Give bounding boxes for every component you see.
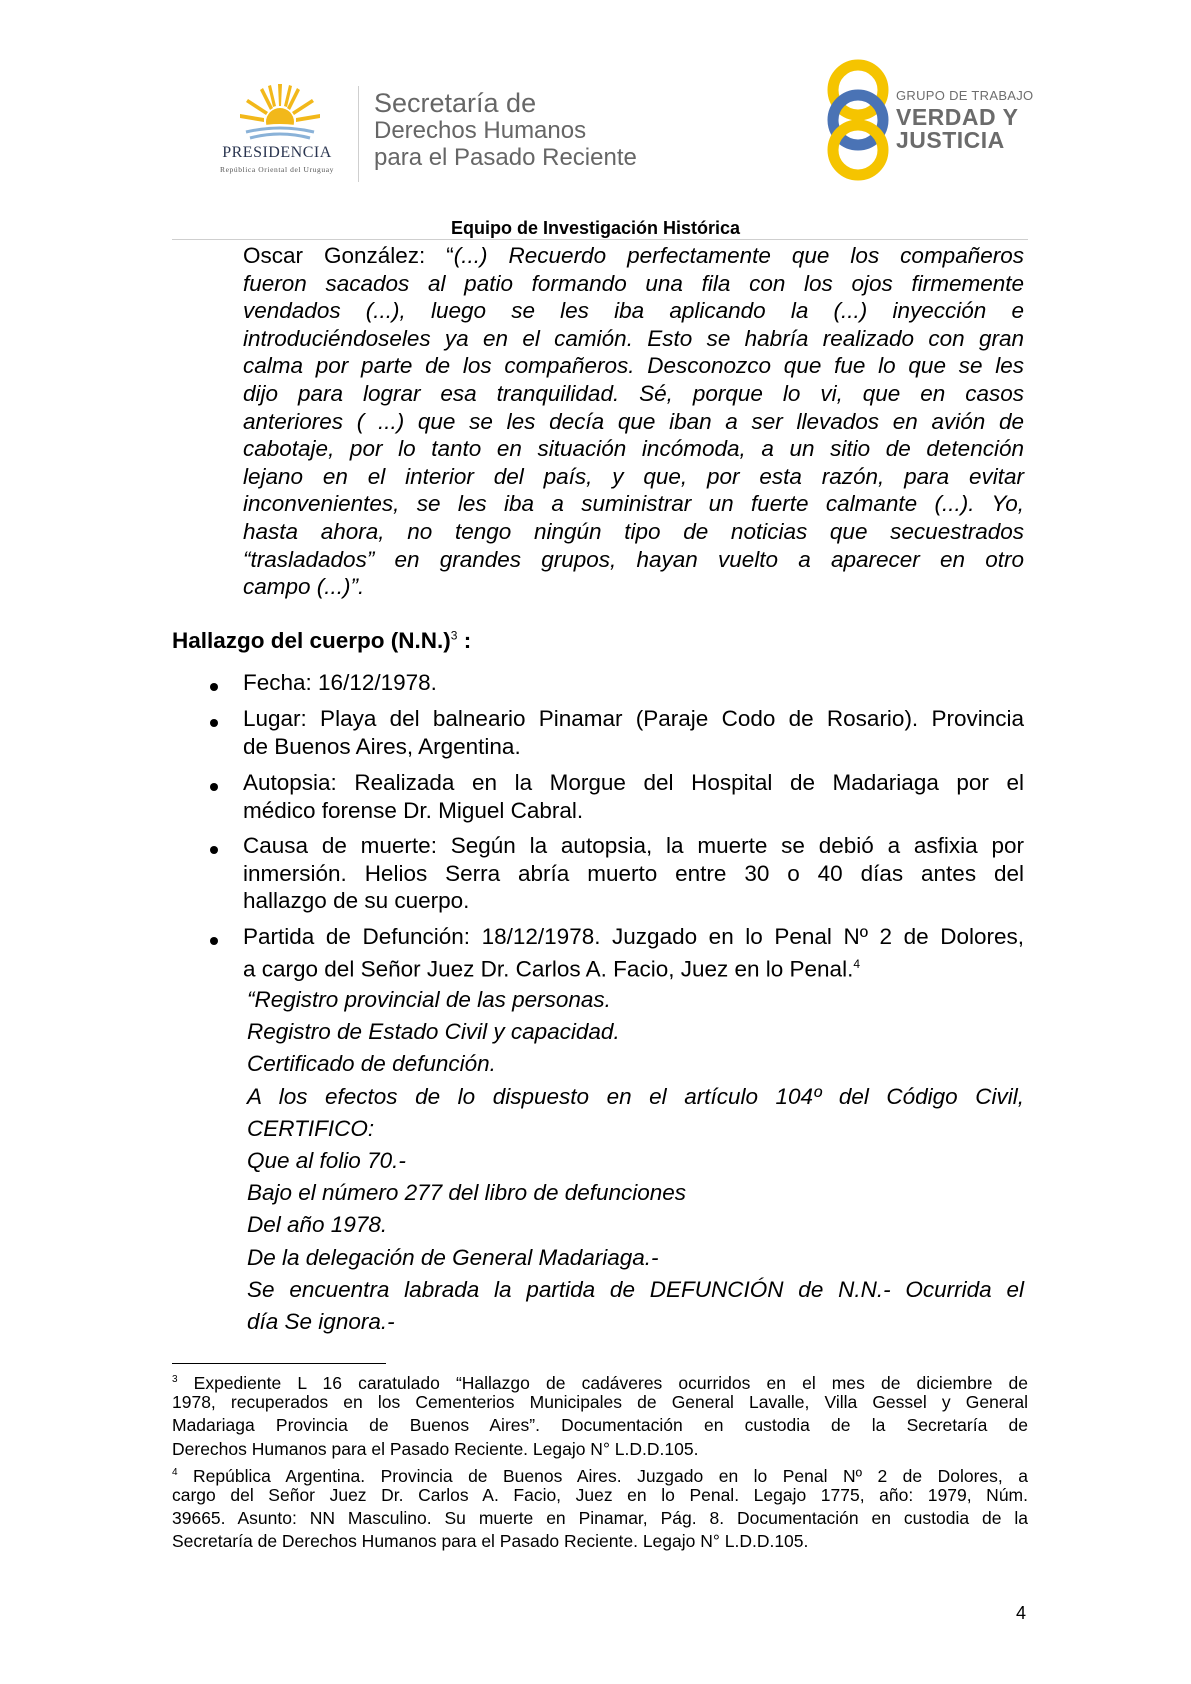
bullet-dot (210, 937, 218, 945)
presidencia-logo (196, 82, 358, 182)
bullet-lugar (243, 705, 1024, 760)
secretaria-line-2: Derechos Humanos (374, 117, 587, 144)
bullet-partida (243, 923, 1024, 982)
footnote-3-line: Derechos Humanos para el Pasado Reciente. Legajo N° L.D.D.105. (172, 1438, 699, 1459)
quote-line: introduciéndoseles ya en el camión. Esto se habría realizado con gran (243, 325, 1024, 351)
team-title: Equipo de Investigación Histórica (450, 218, 741, 238)
cert-line: Bajo el número 277 del libro de defunciones (247, 1180, 687, 1206)
bullet-line: médico forense Dr. Miguel Cabral. (243, 797, 584, 823)
quote-line: cabotaje, por lo tanto en situación incómoda, a un sitio de detención (243, 436, 1024, 462)
quote-line: hasta ahora, no tengo ningún tipo de noticias que secuestrados (243, 518, 1024, 544)
secretaria-logo-text (374, 90, 637, 171)
bullet-dot (210, 783, 218, 791)
quote-line: campo (...)”. (243, 574, 365, 600)
footnote-3-line (172, 1368, 1028, 1391)
footnotes (172, 1368, 1028, 1554)
quote-line: inconvenientes, se les iba a suministrar un fuerte calmante (...). Yo, (243, 491, 1024, 517)
bullet-autopsia (243, 769, 1024, 824)
verdad-label: VERDAD Y (896, 104, 1019, 130)
bullet-line: de Buenos Aires, Argentina. (243, 733, 521, 759)
bullet-dot (210, 683, 218, 691)
bullet-line: Lugar: Playa del balneario Pinamar (Paraje Codo de Rosario). Provincia (243, 706, 1024, 731)
justicia-label: JUSTICIA (896, 127, 1005, 153)
testimony-quote (243, 242, 1024, 601)
cert-line: Que al folio 70.- (247, 1147, 406, 1173)
cert-line: Se encuentra labrada la partida de DEFUNCIÓN de N.N.- Ocurrida el (247, 1276, 1024, 1302)
quote-text: (...) Recuerdo perfectamente que los compañeros (453, 243, 1024, 268)
death-certificate-quote (247, 984, 1024, 1338)
footnote-4-line: cargo del Señor Juez Dr. Carlos A. Facio, Juez en lo Penal. Legajo 1775, año: 1979, Núm. (172, 1484, 1028, 1505)
quote-line: lejano en el interior del país, y que, por esta razón, para evitar (243, 463, 1024, 489)
quote-line (243, 242, 1024, 270)
section-heading-text: Hallazgo del cuerpo (N.N.) (172, 628, 451, 653)
header-divider (358, 86, 359, 182)
quote-line: vendados (...), luego se les iba aplicando la (...) inyección e (243, 298, 1024, 324)
bullet-dot (210, 846, 218, 854)
presidencia-subtitle: República Oriental del Uruguay (219, 165, 334, 174)
bullet-line-text: a cargo del Señor Juez Dr. Carlos A. Facio, Juez en lo Penal. (243, 956, 854, 982)
bullet-line (243, 951, 1024, 982)
footnote-ref-4[interactable]: 4 (853, 956, 861, 971)
bullet-dot (210, 719, 218, 727)
quote-speaker: Oscar González: “ (243, 243, 454, 268)
cert-line: Del año 1978. (247, 1212, 388, 1238)
bullet-causa (243, 832, 1024, 915)
page-number: 4 (1016, 1603, 1027, 1623)
footnote-text: República Argentina. Provincia de Buenos Aires. Juzgado en lo Penal Nº 2 de Dolores, a (177, 1465, 1028, 1486)
quote-line: calma por parte de los compañeros. Desconozco que fue lo que se les (243, 353, 1024, 379)
footnote-4-line (172, 1461, 1028, 1484)
bullet-line: inmersión. Helios Serra abría muerto entre 30 o 40 días antes del (243, 860, 1024, 886)
footnote-3-line: 1978, recuperados en los Cementerios Municipales de General Lavalle, Villa Gessel y General (172, 1392, 1028, 1413)
cert-line: “Registro provincial de las personas. (247, 987, 611, 1012)
cert-line: De la delegación de General Madariaga.- (247, 1244, 659, 1270)
bullet-line: hallazgo de su cuerpo. (243, 888, 470, 914)
bullet-fecha (243, 669, 1024, 697)
footnote-separator (172, 1363, 386, 1364)
cert-line: Registro de Estado Civil y capacidad. (247, 1019, 620, 1045)
footnote-3-line: Madariaga Provincia de Buenos Aires”. Documentación en custodia de la Secretaría de (172, 1415, 1028, 1436)
cert-line: CERTIFICO: (247, 1115, 375, 1141)
footnote-3-number: 3 (172, 1374, 178, 1385)
section-heading-colon: : (457, 628, 472, 653)
footnote-4-line: Secretaría de Derechos Humanos para el Pasado Reciente. Legajo N° L.D.D.105. (172, 1531, 809, 1552)
bullet-line: Causa de muerte: Según la autopsia, la muerte se debió a asfixia por (243, 833, 1024, 858)
bullet-line: Fecha: 16/12/1978. (243, 670, 437, 695)
cert-line: A los efectos de lo dispuesto en el artículo 104º del Código Civil, (247, 1083, 1024, 1109)
quote-line: fueron sacados al patio formando una fila con los ojos firmemente (243, 270, 1024, 296)
footnote-text: Expediente L 16 caratulado “Hallazgo de cadáveres ocurridos en el mes de diciembre de (177, 1372, 1028, 1393)
footnote-ref-3[interactable]: 3 (450, 628, 458, 643)
quote-line: “trasladados” en grandes grupos, hayan vuelto a aparecer en otro (243, 546, 1024, 572)
footnote-4-number: 4 (172, 1466, 178, 1478)
presidencia-wordmark: PRESIDENCIA (222, 144, 332, 161)
footnote-4-line: 39665. Asunto: NN Masculino. Su muerte en Pinamar, Pág. 8. Documentación en custodia de la (172, 1508, 1028, 1529)
bullet-line: Autopsia: Realizada en la Morgue del Hospital de Madariaga por el (243, 770, 1024, 795)
secretaria-line-1: Secretaría de (374, 88, 537, 118)
secretaria-line-3: para el Pasado Reciente (374, 144, 637, 171)
bullet-line: Partida de Defunción: 18/12/1978. Juzgado en lo Penal Nº 2 de Dolores, (243, 924, 1024, 949)
header-rule (172, 239, 1028, 240)
sun-icon (240, 82, 320, 142)
quote-line: dijo para lograr esa tranquilidad. Sé, porque lo vi, que en casos (243, 380, 1024, 406)
cert-line: Certificado de defunción. (247, 1051, 496, 1077)
cert-line: día Se ignora.- (247, 1308, 395, 1334)
grupo-trabajo-label: GRUPO DE TRABAJO (896, 88, 1034, 103)
quote-line: anteriores ( ...) que se les decía que iban a ser llevados en avión de (243, 408, 1024, 434)
section-heading (172, 628, 471, 654)
